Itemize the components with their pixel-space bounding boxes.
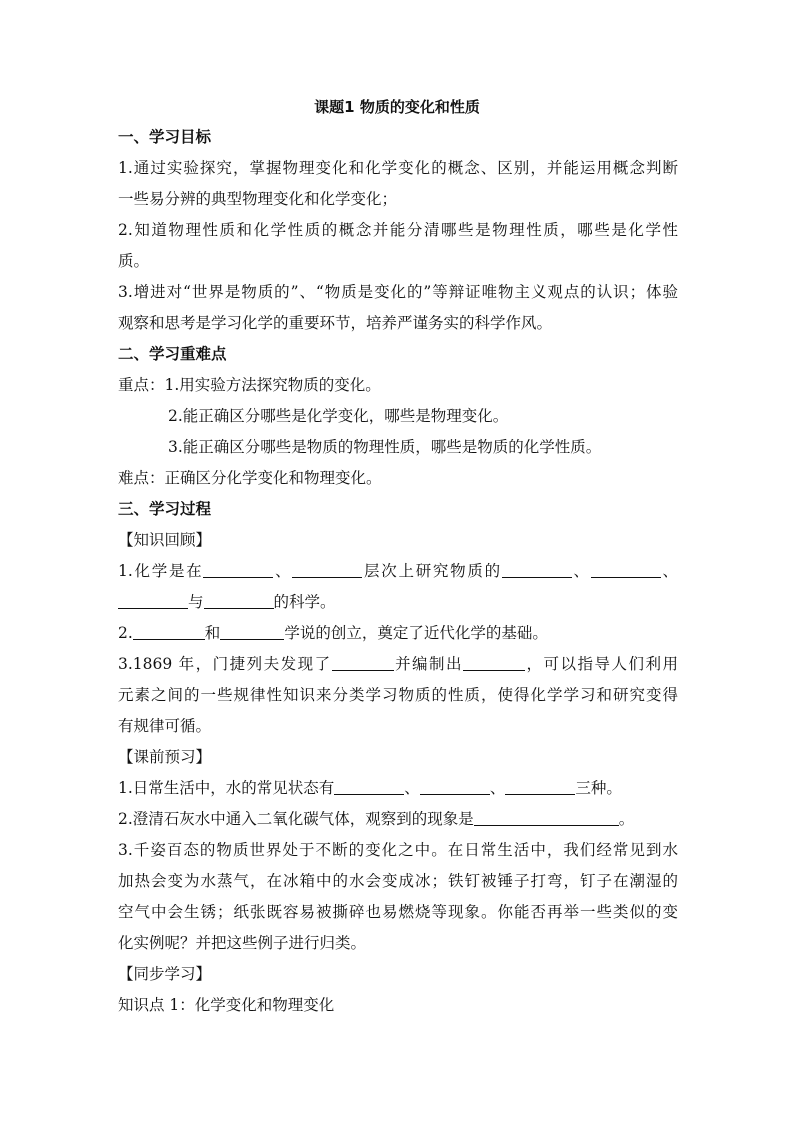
key-point-3: 3.能正确区分哪些是物质的物理性质，哪些是物质的化学性质。 bbox=[168, 438, 602, 456]
text-fragment: 、 bbox=[571, 562, 591, 580]
section-heading-process: 三、学习过程 bbox=[118, 500, 212, 518]
preview-question-3-line-4: 化实例呢？并把这些例子进行归类。 bbox=[118, 934, 367, 952]
review-question-2 bbox=[118, 618, 678, 649]
text-fragment: 并编制出 bbox=[393, 655, 464, 673]
document-title: 课题1 物质的变化和性质 bbox=[314, 98, 480, 116]
key-point-1: 重点：1.用实验方法探究物质的变化。 bbox=[118, 376, 381, 394]
fill-blank[interactable] bbox=[203, 576, 273, 578]
goal-1-line-1: 1.通过实验探究，掌握物理变化和化学变化的概念、区别，并能运用概念判断 bbox=[118, 159, 678, 177]
fill-blank[interactable] bbox=[220, 638, 284, 640]
text-fragment: 、 bbox=[489, 779, 506, 797]
section-heading-keypoints: 二、学习重难点 bbox=[118, 345, 227, 363]
preview-question-3-line-3: 空气中会生锈；纸张既容易被撕碎也易燃烧等现象。你能否再举一些类似的变 bbox=[118, 903, 678, 921]
text-fragment: 三种。 bbox=[575, 779, 622, 797]
review-question-1-line-2 bbox=[118, 587, 678, 618]
text-fragment: 1.日常生活中，水的常见状态有 bbox=[118, 779, 335, 797]
text-fragment: 2.澄清石灰水中通入二氧化碳气体，观察到的现象是 bbox=[118, 810, 474, 828]
text-fragment: 层次上研究物质的 bbox=[362, 562, 502, 580]
goal-2-line-2: 质。 bbox=[118, 252, 150, 270]
text-fragment: 的科学。 bbox=[273, 593, 336, 611]
text-fragment: 、 bbox=[660, 562, 678, 580]
fill-blank[interactable] bbox=[463, 669, 525, 671]
goal-1-line-2: 一些易分辨的典型物理变化和化学变化； bbox=[118, 190, 398, 208]
goal-3-line-2: 观察和思考是学习化学的重要环节，培养严谨务实的科学作风。 bbox=[118, 314, 553, 332]
preview-question-1 bbox=[118, 773, 678, 804]
fill-blank[interactable] bbox=[505, 793, 575, 795]
sync-heading: 【同步学习】 bbox=[118, 965, 212, 983]
fill-blank[interactable] bbox=[133, 638, 205, 640]
section-heading-goals: 一、学习目标 bbox=[118, 128, 212, 146]
key-point-2: 2.能正确区分哪些是化学变化，哪些是物理变化。 bbox=[168, 407, 509, 425]
text-fragment: 。 bbox=[618, 810, 635, 828]
preview-question-2 bbox=[118, 804, 678, 835]
text-fragment: 与 bbox=[188, 593, 204, 611]
document-body bbox=[118, 122, 678, 1021]
text-fragment: ，可以指导人们利用 bbox=[525, 655, 678, 673]
review-heading: 【知识回顾】 bbox=[118, 531, 212, 549]
text-fragment: 、 bbox=[273, 562, 293, 580]
text-fragment: 2. bbox=[118, 624, 133, 642]
fill-blank[interactable] bbox=[292, 576, 362, 578]
knowledge-point-1: 知识点 1：化学变化和物理变化 bbox=[118, 996, 335, 1014]
goal-2-line-1: 2.知道物理性质和化学性质的概念并能分清哪些是物理性质，哪些是化学性 bbox=[118, 221, 678, 239]
goal-3-line-1: 3.增进对“世界是物质的”、“物质是变化的”等辩证唯物主义观点的认识；体验 bbox=[118, 283, 678, 301]
fill-blank[interactable] bbox=[502, 576, 572, 578]
fill-blank[interactable] bbox=[332, 669, 394, 671]
fill-blank[interactable] bbox=[591, 576, 661, 578]
review-question-1-line-1 bbox=[118, 556, 678, 587]
difficulty-point: 难点：正确区分化学变化和物理变化。 bbox=[118, 469, 382, 487]
text-fragment: 和 bbox=[204, 624, 221, 642]
preview-question-3-line-2: 加热会变为水蒸气，在冰箱中的水会变成冰；铁钉被锤子打弯，钉子在潮湿的 bbox=[118, 872, 678, 890]
text-fragment: 3.1869 年，门捷列夫发现了 bbox=[118, 655, 332, 673]
fill-blank[interactable] bbox=[474, 824, 619, 826]
preview-heading: 【课前预习】 bbox=[118, 748, 212, 766]
text-fragment: 1.化学是在 bbox=[118, 562, 204, 580]
review-question-3-line-3: 有规律可循。 bbox=[118, 717, 212, 735]
fill-blank[interactable] bbox=[334, 793, 404, 795]
fill-blank[interactable] bbox=[204, 607, 274, 609]
review-question-3-line-1 bbox=[118, 649, 678, 680]
fill-blank[interactable] bbox=[420, 793, 490, 795]
text-fragment: 学说的创立，奠定了近代化学的基础。 bbox=[284, 624, 548, 642]
preview-question-3-line-1: 3.千姿百态的物质世界处于不断的变化之中。在日常生活中，我们经常见到水 bbox=[118, 841, 678, 859]
review-question-3-line-2: 元素之间的一些规律性知识来分类学习物质的性质，使得化学学习和研究变得 bbox=[118, 686, 678, 704]
text-fragment: 、 bbox=[404, 779, 420, 797]
fill-blank[interactable] bbox=[118, 607, 188, 609]
